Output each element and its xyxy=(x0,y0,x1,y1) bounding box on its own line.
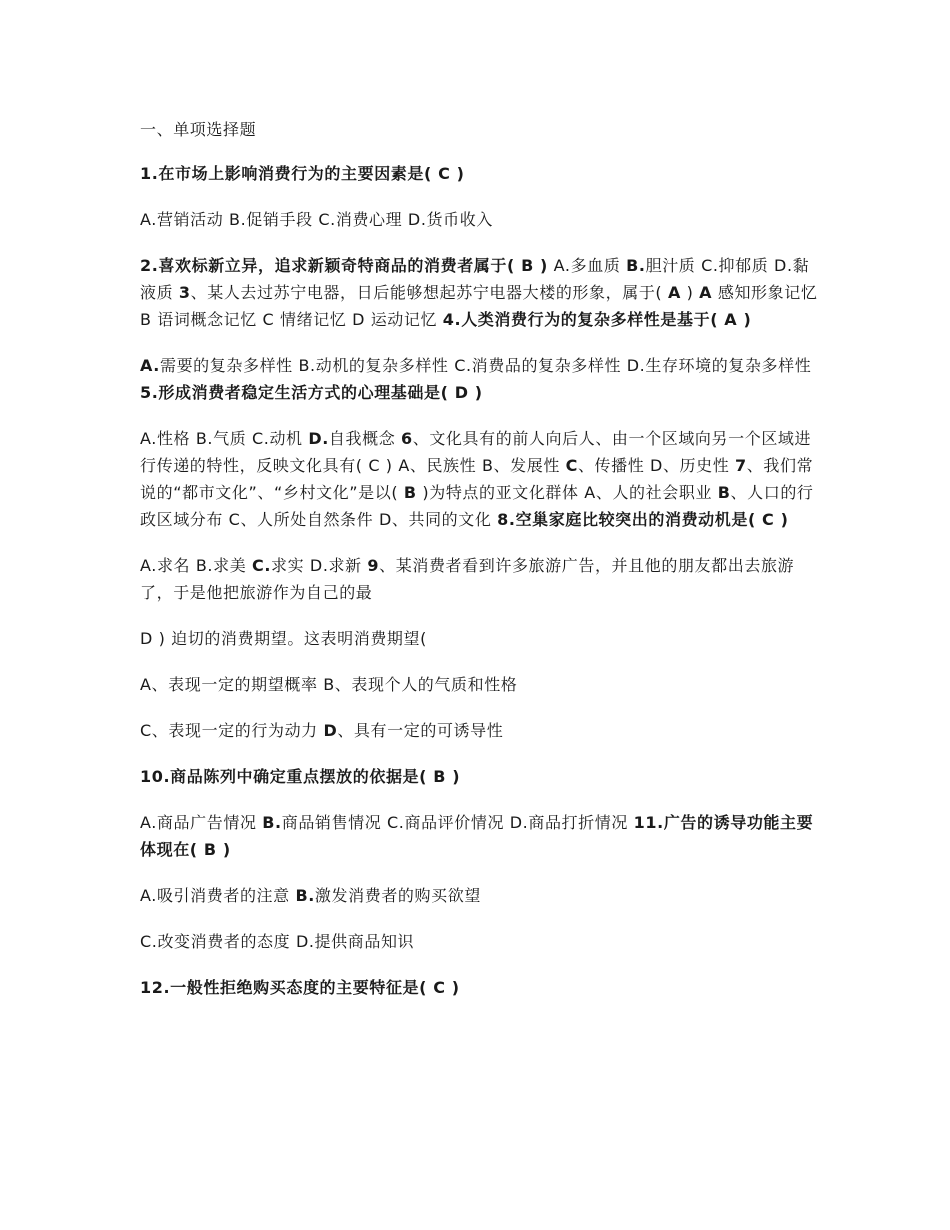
question-1: 1.在市场上影响消费行为的主要因素是( C ) xyxy=(140,164,465,183)
question-1-options: A.营销活动 B.促销手段 C.消费心理 D.货币收入 xyxy=(140,210,493,229)
question-11-options-cd: C.改变消费者的态度 D.提供商品知识 xyxy=(140,932,415,951)
question-12: 12.一般性拒绝购买态度的主要特征是( C ) xyxy=(140,978,460,997)
questions-8-9: A.求名 B.求美 C.求实 D.求新 9、某消费者看到许多旅游广告，并且他的朋友都出去旅游了，于是他把旅游作为自己的最 xyxy=(140,556,795,602)
questions-5-8: A.性格 B.气质 C.动机 D.自我概念 6、文化具有的前人向后人、由一个区域向另一个区域进行传递的特性，反映文化具有( C ) A、民族性 B、发展性 C、传播性 D、历史性 7、我们常说的“都市文化”、“乡村文化”是以( B )为特点的亚文化群体 A、人的社会职业 B、人口的行政区域分布 C、人所处自然条件 D、共同的文化 8.空巢家庭比较突出的消费动机是( C ) xyxy=(140,429,814,529)
questions-4-5: A.需要的复杂多样性 B.动机的复杂多样性 C.消费品的复杂多样性 D.生存环境的复杂多样性 5.形成消费者稳定生活方式的心理基础是( D ) xyxy=(140,356,812,402)
questions-2-4: 2.喜欢标新立异，追求新颖奇特商品的消费者属于( B ) A.多血质 B.胆汁质 C.抑郁质 D.黏液质 3、某人去过苏宁电器，日后能够想起苏宁电器大楼的形象，属于( A ) A 感知形象记忆 B 语词概念记忆 C 情绪记忆 D 运动记忆 4.人类消费行为的复杂多样性是基于( A ) xyxy=(140,256,818,329)
question-9-options-ab: A、表现一定的期望概率 B、表现个人的气质和性格 xyxy=(140,675,518,694)
document-body xyxy=(140,116,820,1020)
question-9-options-cd: C、表现一定的行为动力 D、具有一定的可诱导性 xyxy=(140,721,504,740)
questions-10-11: A.商品广告情况 B.商品销售情况 C.商品评价情况 D.商品打折情况 11.广告的诱导功能主要体现在( B ) xyxy=(140,813,814,859)
question-9-continued: D ) 迫切的消费期望。这表明消费期望( xyxy=(140,629,427,648)
section-heading: 一、单项选择题 xyxy=(140,120,257,139)
question-10: 10.商品陈列中确定重点摆放的依据是( B ) xyxy=(140,767,461,786)
question-11-options-ab: A.吸引消费者的注意 B.激发消费者的购买欲望 xyxy=(140,886,481,905)
